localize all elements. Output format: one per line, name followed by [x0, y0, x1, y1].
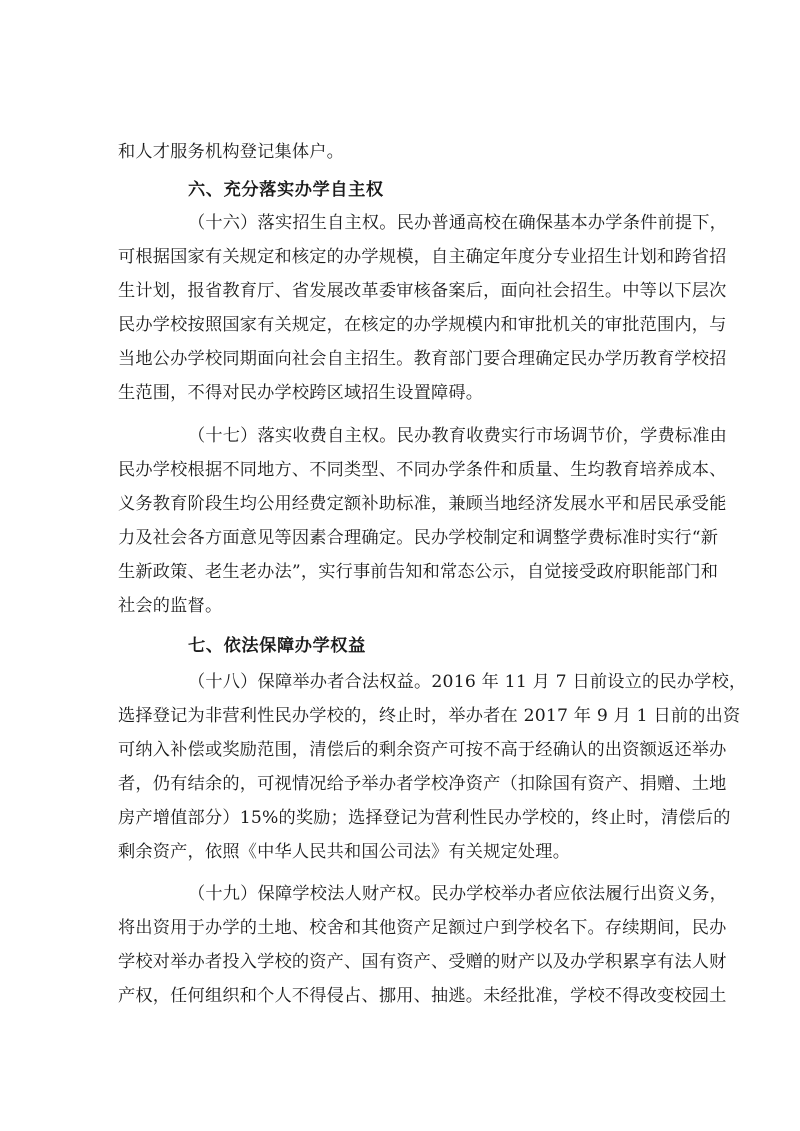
- paragraph-line: 学校对举办者投入学校的资产、国有资产、受赠的财产以及办学积累享有法人财: [118, 952, 727, 972]
- paragraph-line: 房产增值部分）15%的奖励；选择登记为营利性民办学校的，终止时，清偿后的: [118, 808, 731, 828]
- paragraph-line: 民办学校根据不同地方、不同类型、不同办学条件和质量、生均教育培养成本、: [118, 460, 727, 480]
- paragraph-line: 可根据国家有关规定和核定的办学规模，自主确定年度分专业招生计划和跨省招: [118, 247, 727, 267]
- paragraph-line: 社会的监督。: [118, 596, 223, 616]
- paragraph-line: 选择登记为非营利性民办学校的，终止时，举办者在 2017 年 9 月 1 日前的出资: [118, 706, 741, 726]
- paragraph-line: （十七）落实收费自主权。民办教育收费实行市场调节价，学费标准由: [188, 426, 728, 446]
- paragraph-line: 可纳入补偿或奖励范围，清偿后的剩余资产可按不高于经确认的出资额返还举办: [118, 740, 727, 760]
- paragraph-line: 力及社会各方面意见等因素合理确定。民办学校制定和调整学费标准时实行“新: [118, 528, 719, 548]
- paragraph-line: 和人才服务机构登记集体户。: [118, 142, 345, 162]
- paragraph-line: （十九）保障学校法人财产权。民办学校举办者应依法履行出资义务，: [188, 884, 728, 904]
- paragraph-line: （十六）落实招生自主权。民办普通高校在确保基本办学条件前提下，: [188, 213, 728, 233]
- paragraph-line: 剩余资产，依照《中华人民共和国公司法》有关规定处理。: [118, 842, 571, 862]
- paragraph-line: 民办学校按照国家有关规定，在核定的办学规模内和审批机关的审批范围内，与: [118, 315, 727, 335]
- section-heading: 六、充分落实办学自主权: [188, 180, 384, 200]
- paragraph-line: 生计划，报省教育厅、省发展改革委审核备案后，面向社会招生。中等以下层次: [118, 281, 727, 301]
- paragraph-line: 将出资用于办学的土地、校舍和其他资产足额过户到学校名下。存续期间，民办: [118, 918, 727, 938]
- paragraph-line: 生新政策、老生老办法”，实行事前告知和常态公示，自觉接受政府职能部门和: [118, 562, 719, 582]
- paragraph-line: 义务教育阶段生均公用经费定额补助标准，兼顾当地经济发展水平和居民承受能: [118, 494, 727, 514]
- section-heading: 七、依法保障办学权益: [188, 636, 366, 656]
- paragraph-line: 产权，任何组织和个人不得侵占、挪用、抽逃。未经批准，学校不得改变校园土: [118, 986, 727, 1006]
- paragraph-line: 当地公办学校同期面向社会自主招生。教育部门要合理确定民办学历教育学校招: [118, 349, 727, 369]
- paragraph-line: 生范围，不得对民办学校跨区域招生设置障碍。: [118, 383, 484, 403]
- paragraph-line: 者，仍有结余的，可视情况给予举办者学校净资产（扣除国有资产、捐赠、土地: [118, 774, 727, 794]
- paragraph-line: （十八）保障举办者合法权益。2016 年 11 月 7 日前设立的民办学校，: [188, 672, 747, 692]
